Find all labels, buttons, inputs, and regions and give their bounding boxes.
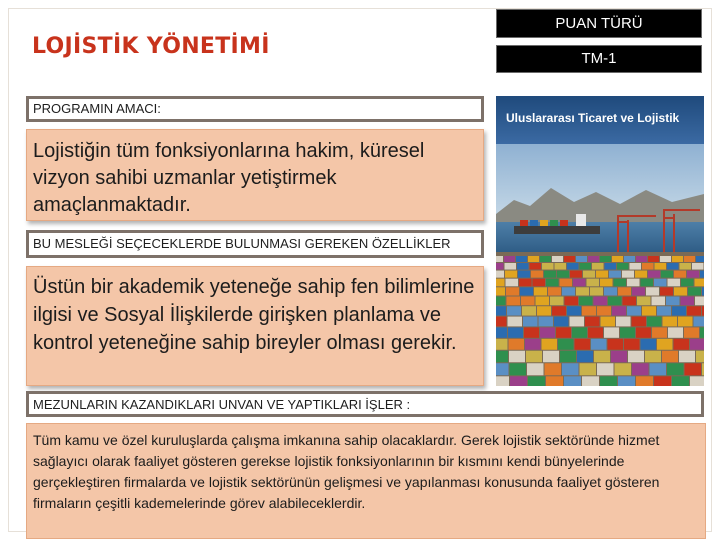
shipping-container	[654, 279, 667, 287]
shipping-container	[681, 297, 695, 306]
shipping-container	[588, 256, 599, 262]
shipping-container	[618, 287, 631, 295]
shipping-container	[516, 256, 527, 262]
shipping-container	[632, 287, 645, 295]
shipping-container	[496, 279, 505, 287]
shipping-container	[583, 271, 595, 278]
shipping-container	[533, 279, 546, 287]
shipping-container	[663, 317, 678, 327]
section-body-qualities: Üstün bir akademik yeteneğe sahip fen bilimlerine ilgisi ve Sosyal İlişkilerde girişken planlama ve kontrol yeteneğine sahip bireyler olması gerekir.	[26, 266, 484, 386]
shipping-container	[496, 339, 508, 350]
shipping-container	[657, 339, 673, 350]
shipping-container	[688, 287, 701, 295]
shipping-container	[567, 306, 581, 315]
shipping-container	[507, 306, 521, 315]
shipping-container	[519, 279, 532, 287]
shipping-container	[657, 306, 671, 315]
shipping-container	[666, 297, 680, 306]
shipping-container	[608, 297, 622, 306]
shipping-container	[617, 263, 629, 270]
shipping-container	[542, 263, 554, 270]
shipping-container	[526, 351, 542, 363]
shipping-container	[672, 256, 683, 262]
section-body-purpose: Lojistiğin tüm fonksiyonlarına hakim, küresel vizyon sahibi uzmanlar yetiştirmek amaçlanmaktadır.	[26, 129, 484, 221]
shipping-container	[648, 271, 660, 278]
shipping-container	[597, 306, 611, 315]
shipping-container	[573, 279, 586, 287]
shipping-container	[596, 271, 608, 278]
shipping-container	[696, 256, 704, 262]
port-container-photo	[496, 96, 704, 386]
shipping-container	[509, 339, 525, 350]
shipping-container	[612, 256, 623, 262]
shipping-container	[524, 327, 539, 337]
shipping-container	[642, 263, 654, 270]
shipping-container	[597, 363, 614, 375]
shipping-container	[531, 271, 543, 278]
shipping-container	[556, 327, 571, 337]
shipping-container	[668, 279, 681, 287]
shipping-container	[576, 256, 587, 262]
shipping-container	[636, 256, 647, 262]
shipping-container	[652, 297, 666, 306]
shipping-container	[520, 287, 533, 295]
shipping-container	[692, 263, 704, 270]
shipping-container	[510, 363, 527, 375]
shipping-container	[674, 271, 686, 278]
shipping-container	[510, 376, 527, 386]
shipping-container	[679, 351, 695, 363]
shipping-container	[684, 256, 695, 262]
shipping-container	[506, 287, 519, 295]
shipping-container	[616, 317, 631, 327]
shipping-container	[632, 317, 647, 327]
shipping-container	[508, 327, 523, 337]
shipping-container	[681, 279, 694, 287]
shipping-container	[582, 306, 596, 315]
shipping-container	[612, 306, 626, 315]
shipping-container	[588, 327, 603, 337]
shipping-container	[615, 363, 632, 375]
shipping-container	[506, 279, 519, 287]
shipping-container	[509, 351, 525, 363]
shipping-container	[702, 287, 704, 295]
shipping-container	[600, 279, 613, 287]
shipping-container	[660, 287, 673, 295]
shipping-container	[667, 263, 679, 270]
shipping-container	[496, 306, 506, 315]
shipping-container	[636, 327, 651, 337]
shipping-container	[648, 256, 659, 262]
shipping-container	[536, 297, 550, 306]
shipping-container	[590, 287, 603, 295]
shipping-container	[684, 327, 699, 337]
shipping-container	[504, 256, 515, 262]
shipping-container	[546, 279, 559, 287]
shipping-container	[662, 351, 678, 363]
shipping-container	[534, 287, 547, 295]
shipping-container	[546, 376, 563, 386]
shipping-container	[570, 317, 585, 327]
shipping-container	[700, 327, 704, 337]
shipping-container	[577, 351, 593, 363]
shipping-container	[496, 287, 505, 295]
shipping-container	[687, 306, 701, 315]
shipping-container	[517, 263, 529, 270]
shipping-container	[687, 271, 699, 278]
shipping-container	[672, 376, 689, 386]
shipping-container	[550, 297, 564, 306]
shipping-container	[635, 271, 647, 278]
shipping-container	[674, 287, 687, 295]
photo-caption: Uluslararası Ticaret ve Lojistik	[506, 111, 680, 125]
shipping-container	[690, 339, 704, 350]
shipping-container	[627, 279, 640, 287]
shipping-container	[525, 339, 541, 350]
shipping-container	[694, 317, 705, 327]
shipping-container	[528, 256, 539, 262]
shipping-container	[540, 256, 551, 262]
shipping-container	[496, 351, 508, 363]
shipping-container	[564, 256, 575, 262]
shipping-container	[496, 256, 503, 262]
shipping-container	[646, 287, 659, 295]
shipping-container	[624, 339, 640, 350]
shipping-container	[545, 363, 562, 375]
shipping-container	[496, 263, 504, 270]
section-heading-graduates: MEZUNLARIN KAZANDIKLARI UNVAN VE YAPTIKLARI İŞLER :	[26, 391, 704, 417]
shipping-container	[580, 263, 592, 270]
shipping-container	[611, 351, 627, 363]
shipping-container	[608, 339, 624, 350]
shipping-container	[609, 271, 621, 278]
shipping-container	[565, 297, 579, 306]
shipping-container	[641, 279, 654, 287]
shipping-container	[587, 279, 600, 287]
shipping-container	[575, 339, 591, 350]
shipping-container	[528, 376, 545, 386]
shipping-container	[562, 287, 575, 295]
shipping-container	[523, 317, 538, 327]
page-title: LOJİSTİK YÖNETİMİ	[32, 34, 270, 59]
shipping-container	[582, 376, 599, 386]
shipping-container	[554, 317, 569, 327]
shipping-container	[539, 317, 554, 327]
shipping-container	[627, 306, 641, 315]
shipping-container	[496, 327, 507, 337]
port-illustration	[496, 96, 704, 386]
shipping-container	[570, 271, 582, 278]
shipping-container	[630, 263, 642, 270]
shipping-container	[661, 271, 673, 278]
shipping-container	[540, 327, 555, 337]
shipping-container	[591, 339, 607, 350]
shipping-container	[702, 306, 704, 315]
shipping-container	[667, 363, 684, 375]
shipping-container	[695, 297, 704, 306]
shipping-container	[594, 351, 610, 363]
score-type-label-badge: PUAN TÜRÜ	[496, 9, 702, 38]
shipping-container	[592, 263, 604, 270]
shipping-container	[637, 297, 651, 306]
shipping-container	[496, 297, 506, 306]
shipping-container	[579, 297, 593, 306]
shipping-container	[544, 271, 556, 278]
shipping-container	[654, 376, 671, 386]
shipping-container	[527, 363, 544, 375]
shipping-container	[521, 297, 535, 306]
shipping-container	[505, 271, 517, 278]
shipping-container	[601, 317, 616, 327]
shipping-container	[650, 363, 667, 375]
shipping-container	[641, 339, 657, 350]
shipping-container	[604, 287, 617, 295]
shipping-container	[605, 263, 617, 270]
shipping-container	[632, 363, 649, 375]
shipping-container	[623, 297, 637, 306]
shipping-container	[700, 271, 704, 278]
shipping-container	[522, 306, 536, 315]
shipping-container	[678, 317, 693, 327]
shipping-container	[567, 263, 579, 270]
shipping-container	[552, 306, 566, 315]
shipping-container	[542, 339, 558, 350]
shipping-container	[496, 363, 509, 375]
shipping-container	[555, 263, 567, 270]
shipping-container	[668, 327, 683, 337]
shipping-container	[604, 327, 619, 337]
shipping-container	[674, 339, 690, 350]
shipping-container	[660, 256, 671, 262]
shipping-container	[496, 271, 504, 278]
shipping-container	[655, 263, 667, 270]
shipping-container	[580, 363, 597, 375]
shipping-container	[645, 351, 661, 363]
shipping-container	[652, 327, 667, 337]
shipping-container	[624, 256, 635, 262]
shipping-container	[622, 271, 634, 278]
shipping-container	[690, 376, 704, 386]
shipping-container	[508, 317, 523, 327]
shipping-container	[576, 287, 589, 295]
shipping-container	[647, 317, 662, 327]
shipping-container	[600, 256, 611, 262]
shipping-container	[614, 279, 627, 287]
section-body-graduates: Tüm kamu ve özel kuruluşlarda çalışma imkanına sahip olacaklardır. Gerek lojistik sektöründe hizmet sağlayıcı olarak faaliyet gösteren gerekse lojistik fonksiyonlarının bir kısmını kendi bünyelerinde gerçekleştiren firmalarda ve lojistik sektörünün gelişmesi ve yapılanması konusunda faaliyet gösteren firmaların çeşitli kademelerinde görev alabileceklerdir.	[26, 423, 706, 539]
section-heading-purpose: PROGRAMIN AMACI:	[26, 96, 484, 122]
shipping-container	[543, 351, 559, 363]
shipping-container	[672, 306, 686, 315]
shipping-container	[572, 327, 587, 337]
shipping-container	[680, 263, 692, 270]
shipping-container	[685, 363, 702, 375]
shipping-container	[562, 363, 579, 375]
shipping-container	[564, 376, 581, 386]
shipping-container	[695, 279, 705, 287]
shipping-container	[518, 271, 530, 278]
shipping-container	[560, 351, 576, 363]
shipping-container	[628, 351, 644, 363]
shipping-container	[558, 339, 574, 350]
shipping-container	[696, 351, 704, 363]
shipping-container	[618, 376, 635, 386]
section-heading-qualities: BU MESLEĞİ SEÇECEKLERDE BULUNMASI GEREKEN ÖZELLİKLER	[26, 230, 484, 258]
shipping-container	[496, 376, 509, 386]
score-type-value-badge: TM-1	[496, 45, 702, 73]
shipping-container	[507, 297, 521, 306]
shipping-container	[600, 376, 617, 386]
shipping-container	[702, 363, 704, 375]
shipping-container	[642, 306, 656, 315]
shipping-container	[560, 279, 573, 287]
shipping-container	[585, 317, 600, 327]
shipping-container	[530, 263, 542, 270]
shipping-container	[557, 271, 569, 278]
shipping-container	[620, 327, 635, 337]
shipping-container	[636, 376, 653, 386]
shipping-container	[537, 306, 551, 315]
shipping-container	[548, 287, 561, 295]
shipping-container	[594, 297, 608, 306]
shipping-container	[552, 256, 563, 262]
shipping-container	[505, 263, 517, 270]
shipping-container	[496, 317, 507, 327]
